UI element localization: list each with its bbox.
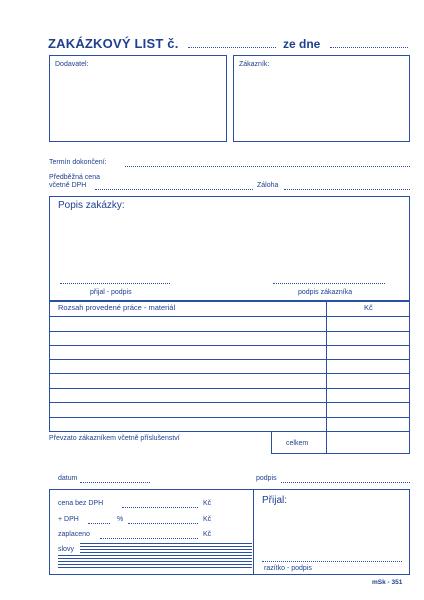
vat-amount-line[interactable] (128, 523, 198, 524)
in-words-line[interactable] (80, 543, 252, 544)
table-row-line (49, 417, 410, 418)
form-date-line[interactable] (330, 47, 408, 48)
in-words-line[interactable] (58, 561, 252, 562)
vat-currency: Kč (203, 516, 212, 523)
description-box[interactable] (49, 196, 410, 301)
summary-box (49, 489, 410, 575)
price-label-line1: Předběžná cena (49, 174, 100, 181)
vat-label: + DPH (58, 516, 79, 523)
received-sign-label: přijal - podpis (90, 289, 132, 296)
table-row-line (49, 402, 410, 403)
description-title: Popis zakázky: (58, 200, 125, 211)
form-number-line[interactable] (188, 47, 276, 48)
stamp-sign-line[interactable] (262, 561, 402, 562)
table-row-line (49, 316, 410, 317)
total-label: celkem (286, 440, 309, 447)
price-line[interactable] (95, 189, 253, 190)
signature-label: podpis (256, 475, 277, 482)
in-words-line[interactable] (58, 564, 252, 565)
in-words-label: slovy (58, 546, 74, 553)
date-label: ze dne (283, 37, 321, 51)
deposit-line[interactable] (284, 189, 410, 190)
customer-sign-label: podpis zákazníka (298, 289, 353, 296)
signature-line[interactable] (281, 482, 410, 483)
price-label-line2: včetně DPH (49, 182, 87, 189)
form-title: ZAKÁZKOVÝ LIST č. (48, 36, 179, 51)
price-no-vat-label: cena bez DPH (58, 500, 104, 507)
table-row-line (49, 359, 410, 360)
deposit-label: Záloha (257, 182, 279, 189)
work-table (49, 301, 410, 432)
work-column-header: Rozsah provedené práce - materiál (58, 303, 176, 312)
vat-percent-line[interactable] (88, 523, 110, 524)
price-no-vat-line[interactable] (122, 507, 198, 508)
stamp-sign-label: razítko - podpis (264, 565, 312, 572)
in-words-line[interactable] (58, 555, 252, 556)
in-words-line[interactable] (80, 552, 252, 553)
date-footer-line[interactable] (80, 482, 150, 483)
in-words-line[interactable] (80, 549, 252, 550)
customer-label: Zákazník: (239, 61, 270, 68)
form-code: mSk - 351 (372, 579, 403, 586)
handover-label: Převzato zákazníkem včetně příslušenství (49, 435, 180, 442)
received-sign-line[interactable] (60, 283, 170, 284)
supplier-label: Dodavatel: (55, 61, 89, 68)
summary-divider (253, 489, 254, 575)
table-row-line (49, 345, 410, 346)
deadline-label: Termín dokončení: (49, 159, 107, 166)
in-words-line[interactable] (80, 546, 252, 547)
in-words-line[interactable] (58, 567, 252, 568)
price-column-header: Kč (364, 303, 373, 312)
deadline-line[interactable] (125, 166, 410, 167)
price-no-vat-currency: Kč (203, 500, 212, 507)
paid-label: zaplaceno (58, 531, 90, 538)
vat-percent-sign: % (117, 516, 124, 523)
table-row-line (49, 388, 410, 389)
table-row-line (49, 373, 410, 374)
paid-line[interactable] (100, 538, 198, 539)
date-footer-label: datum (58, 475, 78, 482)
table-row-line (49, 331, 410, 332)
received-label: Přijal: (262, 495, 288, 506)
customer-sign-line[interactable] (273, 283, 385, 284)
paid-currency: Kč (203, 531, 212, 538)
in-words-line[interactable] (58, 558, 252, 559)
